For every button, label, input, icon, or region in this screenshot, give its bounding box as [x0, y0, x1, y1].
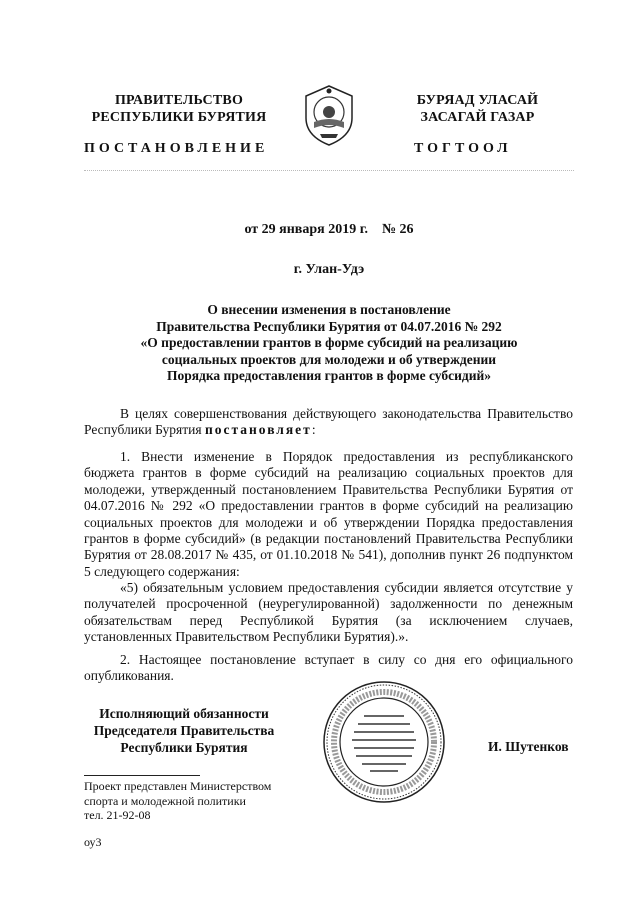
signatory-name: И. Шутенков: [488, 739, 569, 754]
position-line: Председателя Правительства: [93, 723, 275, 738]
signatory-position: [84, 705, 284, 756]
title-line: «О предоставлении грантов в форме субсидий на реализацию: [140, 335, 518, 350]
gov-name-bur: [380, 92, 575, 126]
note-line: Проект представлен Министерством: [84, 779, 272, 793]
decree-word: постановляет: [204, 422, 312, 438]
note-line: тел. 21-92-08: [84, 808, 151, 822]
header-divider: [84, 170, 574, 171]
document-code: оу3: [84, 835, 102, 849]
title-line: социальных проектов для молодежи и об утверждении: [161, 351, 497, 367]
paragraph-1-quote: «5) обязательным условием предоставления субсидии является отсутствие у получателей просроченной (неурегулированной) задолженности по денежным обязательствам перед Республикой Бурятия (за исключением случаев, установленных Правительством Республики Бурятия).».: [84, 580, 573, 645]
footer-rule: [84, 775, 200, 776]
position-line: Республики Бурятия: [120, 740, 248, 755]
note-line: спорта и молодежной политики: [84, 793, 246, 808]
paragraph-1: 1. Внести изменение в Порядок предоставления из республиканского бюджета грантов в форме субсидий на реализацию социальных проектов для молодежи, утвержденный постановлением Правительства Республики Бурятия от 04.07.2016 № 292 «О предоставлении грантов в форме субсидий на реализацию социальных проектов для молодежи и об утверждении Порядка предоставления грантов в форме субсидий» (в редакции постановлений Правительства Республики Бурятия от 28.08.2017 № 435, от 01.10.2018 № 541), дополнив пункт 26 подпунктом 5 следующего содержания:: [84, 449, 573, 579]
position-line: Исполняющий обязанности: [99, 706, 269, 721]
title-line: Правительства Республики Бурятия от 04.07.2016 № 292: [156, 318, 502, 334]
title-line: О внесении изменения в постановление: [207, 302, 451, 317]
preamble: [84, 406, 573, 439]
title-line: Порядка предоставления грантов в форме субсидий»: [166, 368, 492, 383]
coat-of-arms-icon: [300, 82, 358, 148]
city: г. Улан-Удэ: [293, 262, 365, 277]
gov-name-bur-line2: ЗАСАГАЙ ГАЗАР: [420, 110, 535, 125]
gov-name-ru: [84, 92, 274, 126]
official-stamp-icon: [322, 680, 446, 804]
doc-type-bur: ТОГТООЛ: [414, 141, 512, 156]
document-title: [84, 302, 574, 385]
gov-name-ru-line2: РЕСПУБЛИКИ БУРЯТИЯ: [91, 110, 267, 125]
gov-name-ru-line1: ПРАВИТЕЛЬСТВО: [114, 93, 244, 108]
preamble-colon: :: [311, 422, 316, 438]
gov-name-bur-line1: БУРЯАД УЛАСАЙ: [416, 93, 539, 108]
doc-type-ru: ПОСТАНОВЛЕНИЕ: [84, 141, 269, 156]
project-note: [84, 779, 271, 823]
date-number: от 29 января 2019 г. № 26: [244, 222, 414, 237]
preamble-text: В целях совершенствования действующего законодательства Правительство Республики Бурятия: [84, 406, 573, 438]
paragraph-2: 2. Настоящее постановление вступает в силу со дня его официального опубликования.: [84, 652, 573, 684]
